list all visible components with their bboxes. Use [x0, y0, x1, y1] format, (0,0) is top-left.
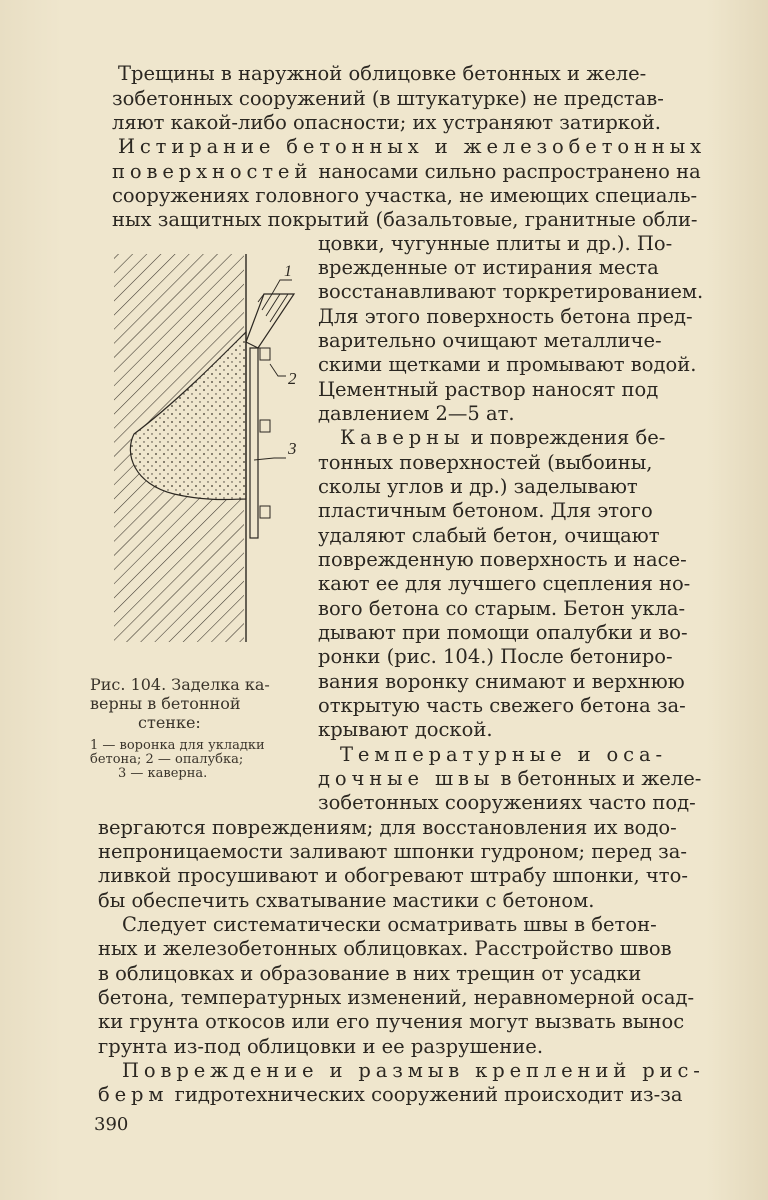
text-line: ки грунта откосов или его пучения могут вызвать вынос: [98, 1010, 685, 1033]
text-line: давлением 2—5 ат.: [318, 402, 515, 425]
figure-label-3: 3: [288, 439, 297, 458]
figure-legend-line: бетона; 2 — опалубка;: [90, 752, 244, 767]
text-line: Цементный раствор наносят под: [318, 378, 659, 401]
text-line: крывают доской.: [318, 718, 493, 741]
text-line: сооружениях головного участка, не имеющих специаль-: [112, 184, 698, 207]
text-line: зобетонных сооружениях часто под-: [318, 791, 696, 814]
page-number: 390: [94, 1114, 129, 1135]
text-line: [112, 160, 724, 185]
text-line: [340, 426, 746, 451]
text-line: непроницаемости заливают шпонки гудроном; перед за-: [98, 840, 687, 863]
emphasis-word: Каверны: [340, 426, 465, 449]
emphasis-word: дочные швы: [318, 767, 495, 790]
text-span: в бетонных и желе-: [494, 767, 702, 790]
text-line: вергаются повреждениям; для восстановления их водо-: [98, 816, 677, 839]
text-line: сколы углов и др.) заделывают: [318, 475, 638, 498]
text-line: бетона, температурных изменений, неравномерной осад-: [98, 986, 695, 1009]
emphasis-word: берм: [98, 1083, 169, 1106]
text-line: бы обеспечить схватывание мастики с бетоном.: [98, 889, 595, 912]
figure-104-cavity-repair: [114, 244, 304, 642]
leader-3: [254, 458, 286, 460]
text-line: [98, 1083, 710, 1108]
text-line: [318, 767, 724, 792]
text-line: ливкой просушивают и обогревают штрабу шпонки, что-: [98, 864, 688, 887]
text-span: и повреждения бе-: [464, 426, 666, 449]
emphasis-word: поверхностей: [112, 160, 313, 183]
text-line-spaced: Повреждение и размыв креплений рис-: [122, 1059, 705, 1082]
text-line: в облицовках и образование в них трещин от усадки: [98, 962, 642, 985]
text-line: Трещины в наружной облицовке бетонных и желе-: [118, 62, 647, 85]
text-line: Следует систематически осматривать швы в бетон-: [122, 913, 657, 936]
text-line: открытую часть свежего бетона за-: [318, 694, 686, 717]
figure-legend-line: 1 — воронка для укладки: [90, 738, 265, 753]
text-line: дывают при помощи опалубки и во-: [318, 621, 688, 644]
text-line: вания воронку снимают и верхнюю: [318, 670, 685, 693]
text-line: врежденные от истирания места: [318, 256, 659, 279]
figure-legend-line: 3 — каверна.: [118, 766, 208, 781]
text-line: ронки (рис. 104.) После бетониро-: [318, 645, 673, 668]
text-span: наносами сильно распространено на: [312, 160, 701, 183]
text-line-spaced: Истирание бетонных и железобетонных: [118, 135, 706, 158]
text-line: грунта из-под облицовки и ее разрушение.: [98, 1035, 544, 1058]
text-line: кают ее для лучшего сцепления но-: [318, 572, 691, 595]
text-line: Для этого поверхность бетона пред-: [318, 305, 693, 328]
text-line: удаляют слабый бетон, очищают: [318, 524, 660, 547]
figure-caption-line: Рис. 104. Заделка ка-: [90, 675, 270, 694]
text-line-spaced: Температурные и оса-: [340, 743, 667, 766]
formwork-board: [250, 348, 258, 538]
text-line: ных и железобетонных облицовках. Расстройство швов: [98, 937, 672, 960]
figure-caption-line: стенке:: [138, 713, 201, 732]
leader-1: [272, 280, 292, 294]
funnel-shape: [246, 294, 294, 348]
text-line: зобетонных сооружений (в штукатурке) не представ-: [112, 87, 664, 110]
leader-2: [270, 364, 286, 376]
text-line: тонных поверхностей (выбоины,: [318, 451, 653, 474]
text-span: гидротехнических сооружений происходит из-за: [168, 1083, 683, 1106]
figure-caption-line: верны в бетонной: [90, 694, 241, 713]
text-line: ляют какой-либо опасности; их устраняют затиркой.: [112, 111, 661, 134]
text-line: вого бетона со старым. Бетон укла-: [318, 597, 686, 620]
figure-label-2: 2: [288, 369, 297, 388]
text-line: пластичным бетоном. Для этого: [318, 499, 653, 522]
figure-label-1: 1: [284, 263, 292, 280]
text-line: восстанавливают торкретированием.: [318, 280, 704, 303]
text-line: цовки, чугунные плиты и др.). По-: [318, 232, 673, 255]
text-line: ных защитных покрытий (базальтовые, гранитные обли-: [112, 208, 698, 231]
text-line: поврежденную поверхность и насе-: [318, 548, 687, 571]
text-line: скими щетками и промывают водой.: [318, 353, 697, 376]
text-line: варительно очищают металличе-: [318, 329, 662, 352]
